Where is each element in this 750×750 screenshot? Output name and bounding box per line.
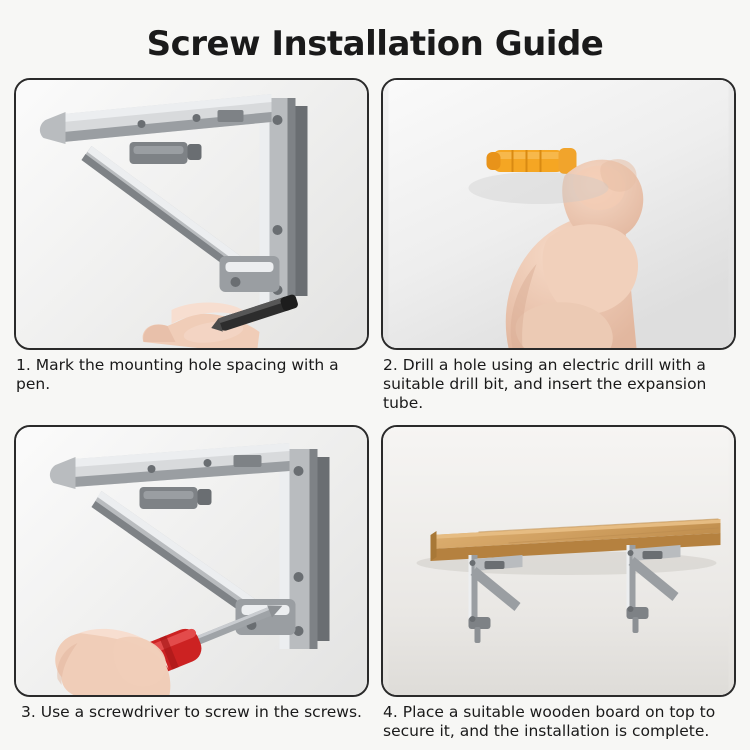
hand (55, 629, 170, 695)
bracket-top-arm (50, 443, 290, 489)
step-1 (14, 78, 369, 413)
plug-shadow (469, 172, 609, 204)
step-1-caption: 1. Mark the mounting hole spacing with a pen. (16, 356, 339, 393)
step-3-photo (14, 425, 369, 697)
hand-inserting-plug-illustration (383, 80, 734, 348)
step-4 (381, 425, 736, 741)
step-1-photo (14, 78, 369, 350)
bracket-lower-joint (220, 256, 280, 292)
bracket-with-screwdriver-illustration (16, 427, 367, 695)
step-4-photo (381, 425, 736, 697)
step-2-photo (381, 78, 736, 350)
bracket-with-pen-illustration (16, 80, 367, 348)
step-2-caption: 2. Drill a hole using an electric drill with a suitable drill bit, and insert the expansion tube. (383, 356, 707, 412)
page-title: Screw Installation Guide (146, 24, 604, 64)
step-2 (381, 78, 736, 413)
bracket-pivot-block (130, 142, 202, 164)
step-3-caption: 3. Use a screwdriver to screw in the screws. (21, 702, 362, 721)
bracket-top-arm (40, 94, 272, 144)
step-3 (14, 425, 369, 741)
steps-grid (14, 78, 736, 741)
orange-expansion-tube (487, 148, 577, 174)
step-4-caption: 4. Place a suitable wooden board on top to secure it, and the installation is complete. (383, 702, 716, 740)
finished-shelf-illustration (383, 427, 734, 695)
bracket-pivot-block (140, 487, 212, 509)
